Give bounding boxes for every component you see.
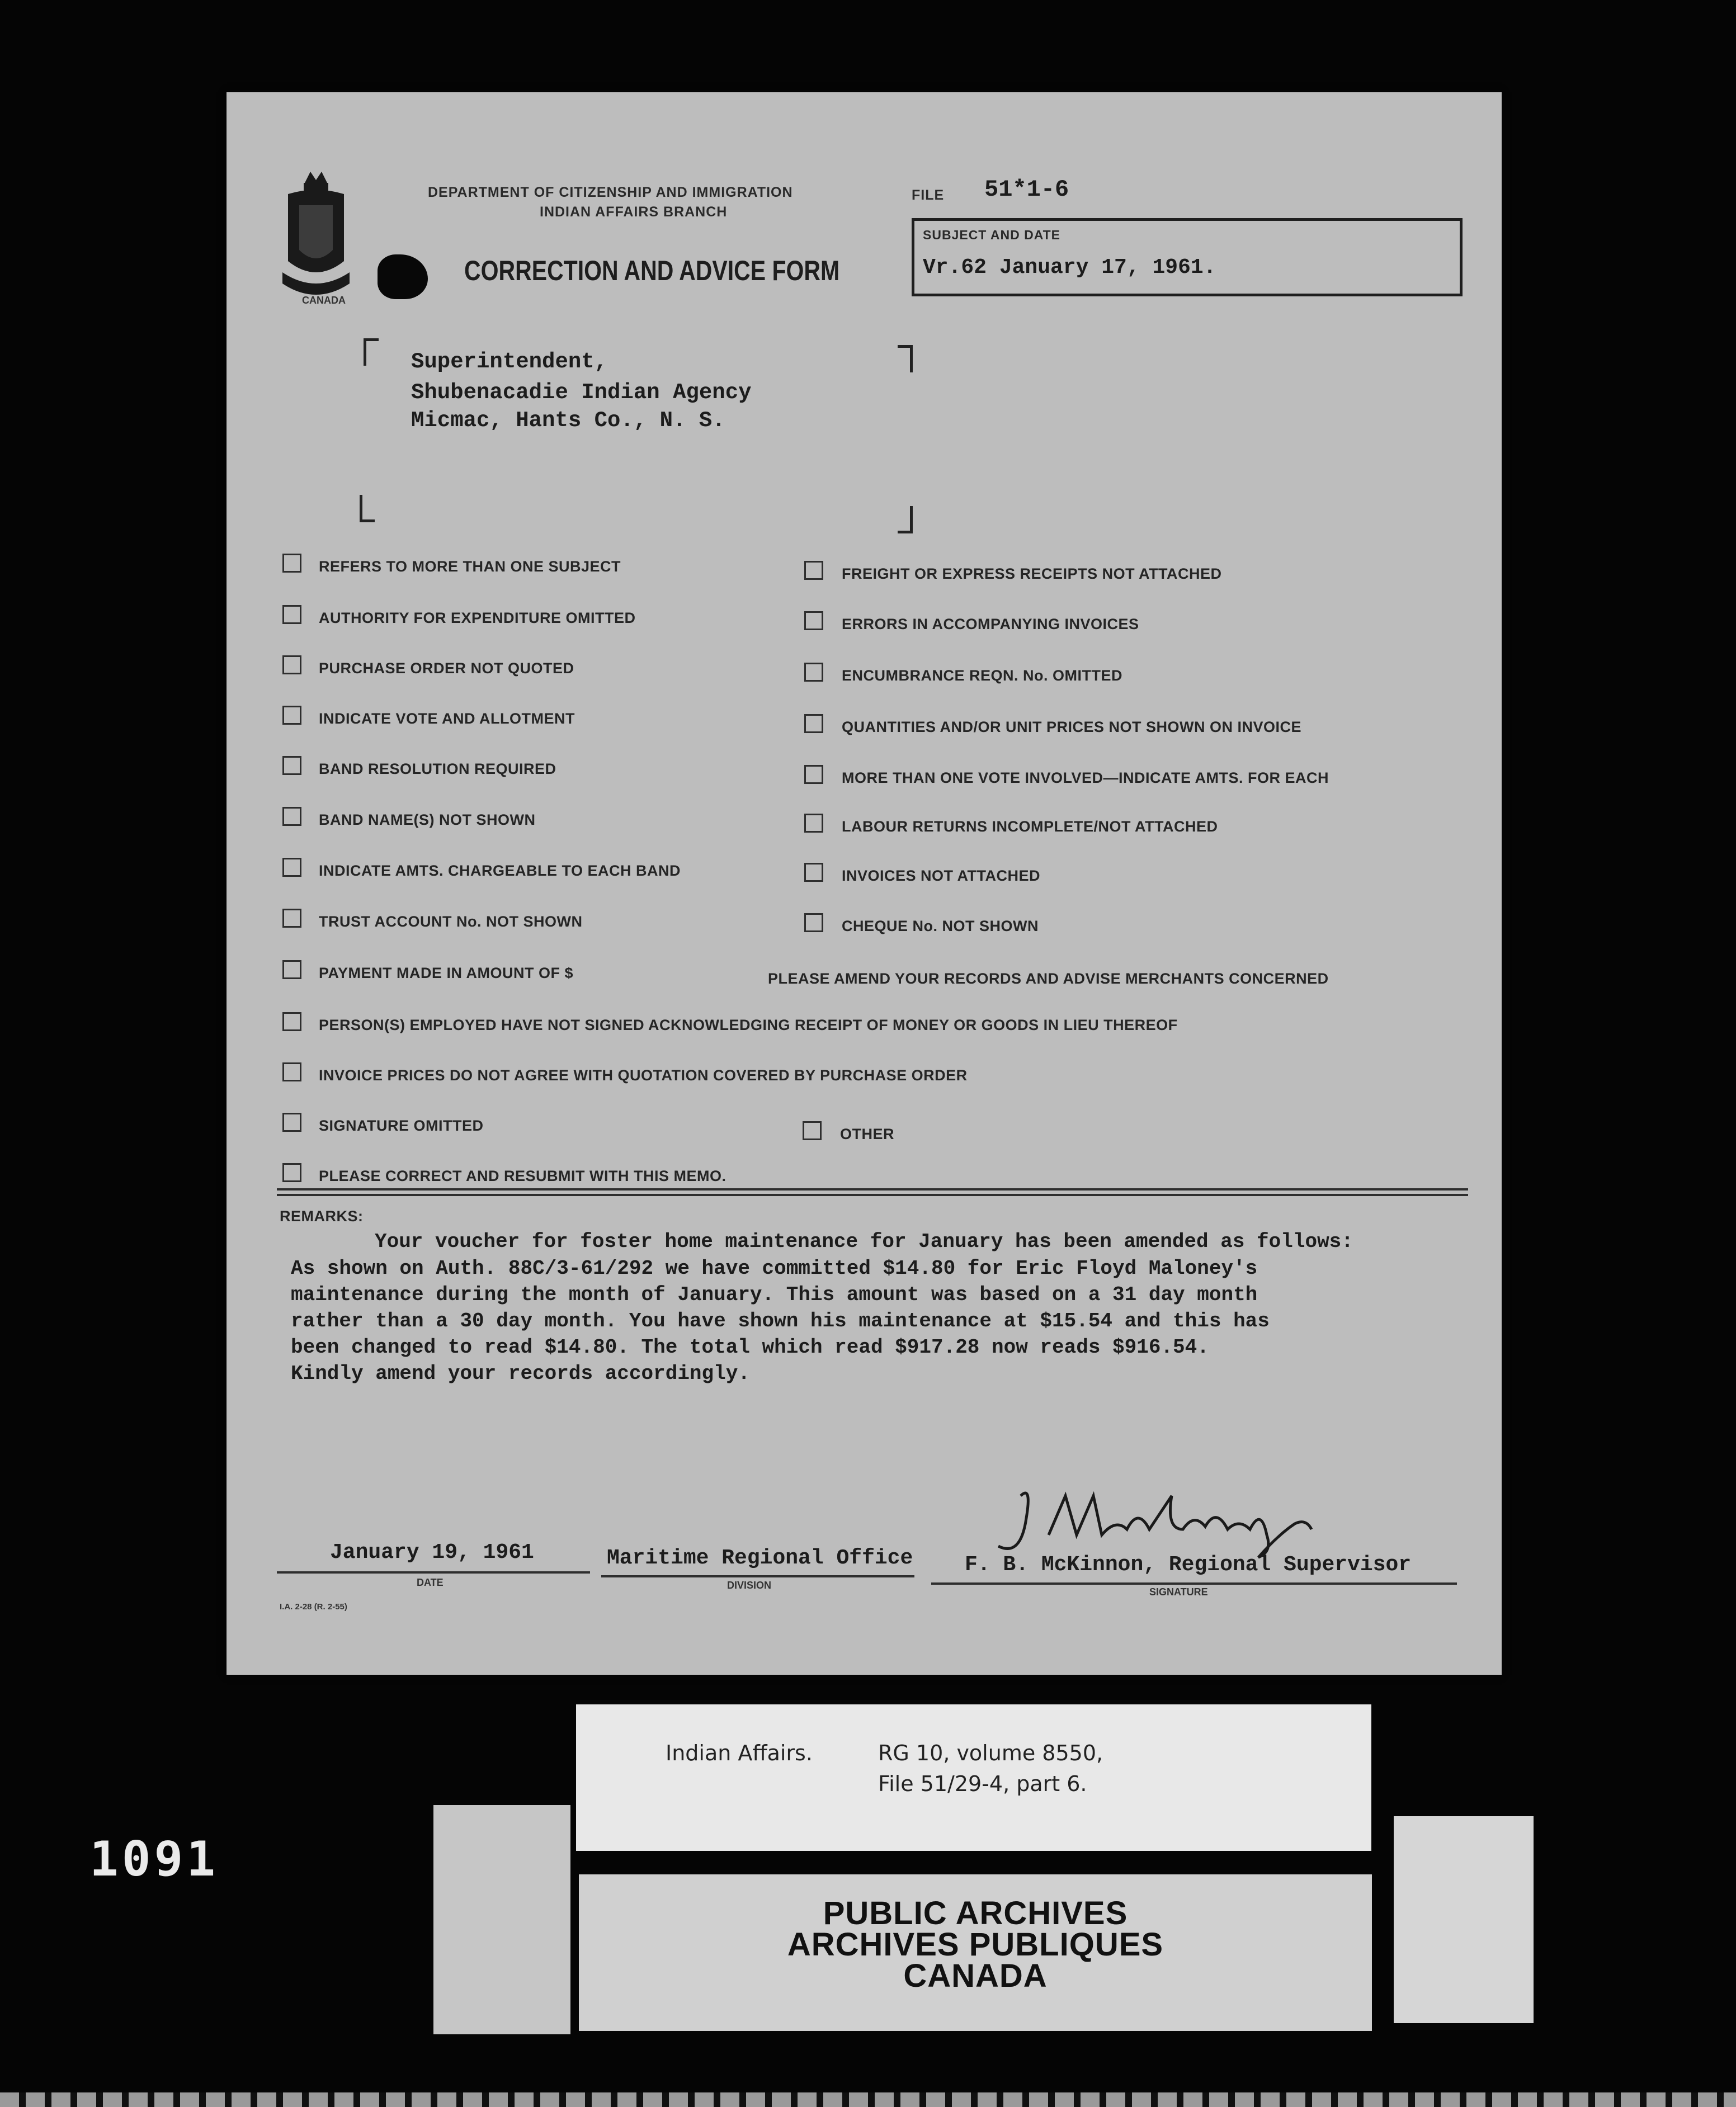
label-quantities-prices: QUANTITIES AND/OR UNIT PRICES NOT SHOWN ON INVOICE [842,719,1302,735]
public-archives-stamp [579,1874,1372,2031]
file-label: FILE [912,187,945,203]
address-line-3: Micmac, Hants Co., N. S. [411,408,725,433]
address-corner-bl [360,495,375,522]
amend-records-note: PLEASE AMEND YOUR RECORDS AND ADVISE MERCHANTS CONCERNED [768,970,1329,987]
division-line [601,1575,914,1577]
form-code: I.A. 2-28 (R. 2-55) [280,1602,347,1612]
remarks-line-3: maintenance during the month of January. This amount was based on a 31 day month [291,1283,1258,1306]
department-name: DEPARTMENT OF CITIZENSHIP AND IMMIGRATION [428,185,793,200]
label-refers-more-than-one-subject: REFERS TO MORE THAN ONE SUBJECT [319,558,621,575]
subject-value: Vr.62 January 17, 1961. [923,256,1216,280]
checkbox-errors-invoices[interactable] [804,611,823,630]
remarks-rule-bottom [277,1194,1468,1196]
checkbox-more-than-one-vote[interactable] [804,765,823,784]
date-value: January 19, 1961 [330,1541,534,1565]
subject-label: SUBJECT AND DATE [923,228,1061,242]
archive-reference-line-1: RG 10, volume 8550, [878,1741,1103,1765]
remarks-line-5: been changed to read $14.80. The total which read $917.28 now reads $916.54. [291,1336,1209,1359]
division-label: DIVISION [727,1580,772,1591]
address-line-1: Superintendent, [411,349,608,374]
label-amts-each-band: INDICATE AMTS. CHARGEABLE TO EACH BAND [319,862,681,879]
form-title: CORRECTION AND ADVICE FORM [464,255,840,286]
crest-caption: CANADA [302,295,346,306]
label-signature-omitted: SIGNATURE OMITTED [319,1117,484,1134]
label-correct-resubmit: PLEASE CORRECT AND RESUBMIT WITH THIS MEMO. [319,1168,727,1184]
film-strip-edge [0,2092,1736,2107]
checkbox-purchase-order-not-quoted[interactable] [282,655,301,674]
archive-reference-card [576,1704,1371,1851]
checkbox-encumbrance[interactable] [804,663,823,682]
label-more-than-one-vote: MORE THAN ONE VOTE INVOLVED—INDICATE AMTS. FOR EACH [842,769,1329,786]
label-cheque-no: CHEQUE No. NOT SHOWN [842,918,1039,934]
checkbox-refers-more-than-one-subject[interactable] [282,554,301,573]
checkbox-signature-omitted[interactable] [282,1113,301,1132]
label-indicate-vote: INDICATE VOTE AND ALLOTMENT [319,710,575,727]
address-corner-tl [364,338,379,366]
checkbox-payment-made[interactable] [282,960,301,979]
checkbox-other[interactable] [803,1121,822,1140]
checkbox-correct-resubmit[interactable] [282,1163,301,1182]
label-persons-employed: PERSON(S) EMPLOYED HAVE NOT SIGNED ACKNOWLEDGING RECEIPT OF MONEY OR GOODS IN LIEU THEREOF [319,1017,1178,1033]
label-errors-invoices: ERRORS IN ACCOMPANYING INVOICES [842,616,1139,632]
remarks-rule-top [277,1188,1468,1190]
archive-collection: Indian Affairs. [666,1741,813,1765]
checkbox-band-resolution[interactable] [282,756,301,775]
checkbox-persons-employed[interactable] [282,1012,301,1031]
correction-advice-form [227,92,1502,1675]
label-invoices-not-attached: INVOICES NOT ATTACHED [842,867,1041,884]
label-purchase-order-not-quoted: PURCHASE ORDER NOT QUOTED [319,660,574,677]
coat-of-arms-icon [282,172,350,306]
label-freight-receipts: FREIGHT OR EXPRESS RECEIPTS NOT ATTACHED [842,565,1222,582]
file-number: 51*1-6 [984,176,1069,203]
remarks-label: REMARKS: [280,1208,364,1225]
remarks-line-2: As shown on Auth. 88C/3-61/292 we have committed $14.80 for Eric Floyd Maloney's [291,1257,1258,1280]
signature-label: SIGNATURE [1149,1586,1208,1598]
archive-stamp-line-3: CANADA [903,1958,1048,1994]
label-encumbrance: ENCUMBRANCE REQN. No. OMITTED [842,667,1122,684]
address-line-2: Shubenacadie Indian Agency [411,380,752,405]
date-label: DATE [417,1577,444,1588]
checkbox-invoices-not-attached[interactable] [804,863,823,882]
archive-stamp-line-1: PUBLIC ARCHIVES [823,1895,1128,1931]
archive-tab-left [433,1805,570,2034]
checkbox-cheque-no[interactable] [804,913,823,932]
checkbox-labour-returns[interactable] [804,814,823,833]
checkbox-band-name-not-shown[interactable] [282,807,301,826]
checkbox-quantities-prices[interactable] [804,714,823,733]
checkbox-freight-receipts[interactable] [804,561,823,580]
reel-frame-number: 1091 [89,1831,219,1887]
checkbox-indicate-vote[interactable] [282,706,301,725]
date-line [277,1571,590,1574]
archive-reference-line-2: File 51/29-4, part 6. [878,1771,1087,1796]
checkbox-amts-each-band[interactable] [282,858,301,877]
address-corner-tr [898,345,913,372]
label-labour-returns: LABOUR RETURNS INCOMPLETE/NOT ATTACHED [842,818,1218,835]
archive-tab-right [1394,1816,1534,2023]
label-payment-made: PAYMENT MADE IN AMOUNT OF $ [319,965,574,981]
division-value: Maritime Regional Office [607,1546,913,1570]
archive-stamp-line-2: ARCHIVES PUBLIQUES [787,1926,1164,1963]
address-corner-br [898,506,913,533]
label-band-resolution: BAND RESOLUTION REQUIRED [319,760,556,777]
label-authority-omitted: AUTHORITY FOR EXPENDITURE OMITTED [319,610,636,626]
branch-name: INDIAN AFFAIRS BRANCH [540,204,728,220]
subject-date-box [912,218,1463,296]
label-band-name-not-shown: BAND NAME(S) NOT SHOWN [319,811,536,828]
signature-line [931,1582,1457,1585]
remarks-line-1: Your voucher for foster home maintenance for January has been amended as follows: [375,1230,1353,1253]
checkbox-invoice-prices[interactable] [282,1062,301,1081]
signature-value: F. B. McKinnon, Regional Supervisor [965,1553,1412,1577]
label-invoice-prices: INVOICE PRICES DO NOT AGREE WITH QUOTATION COVERED BY PURCHASE ORDER [319,1067,968,1084]
label-trust-account: TRUST ACCOUNT No. NOT SHOWN [319,913,583,930]
checkbox-trust-account[interactable] [282,909,301,928]
torn-paper-patch [378,254,428,299]
label-other: OTHER [840,1126,894,1142]
checkbox-authority-omitted[interactable] [282,605,301,624]
remarks-line-4: rather than a 30 day month. You have shown his maintenance at $15.54 and this has [291,1310,1270,1333]
remarks-line-6: Kindly amend your records accordingly. [291,1362,750,1385]
